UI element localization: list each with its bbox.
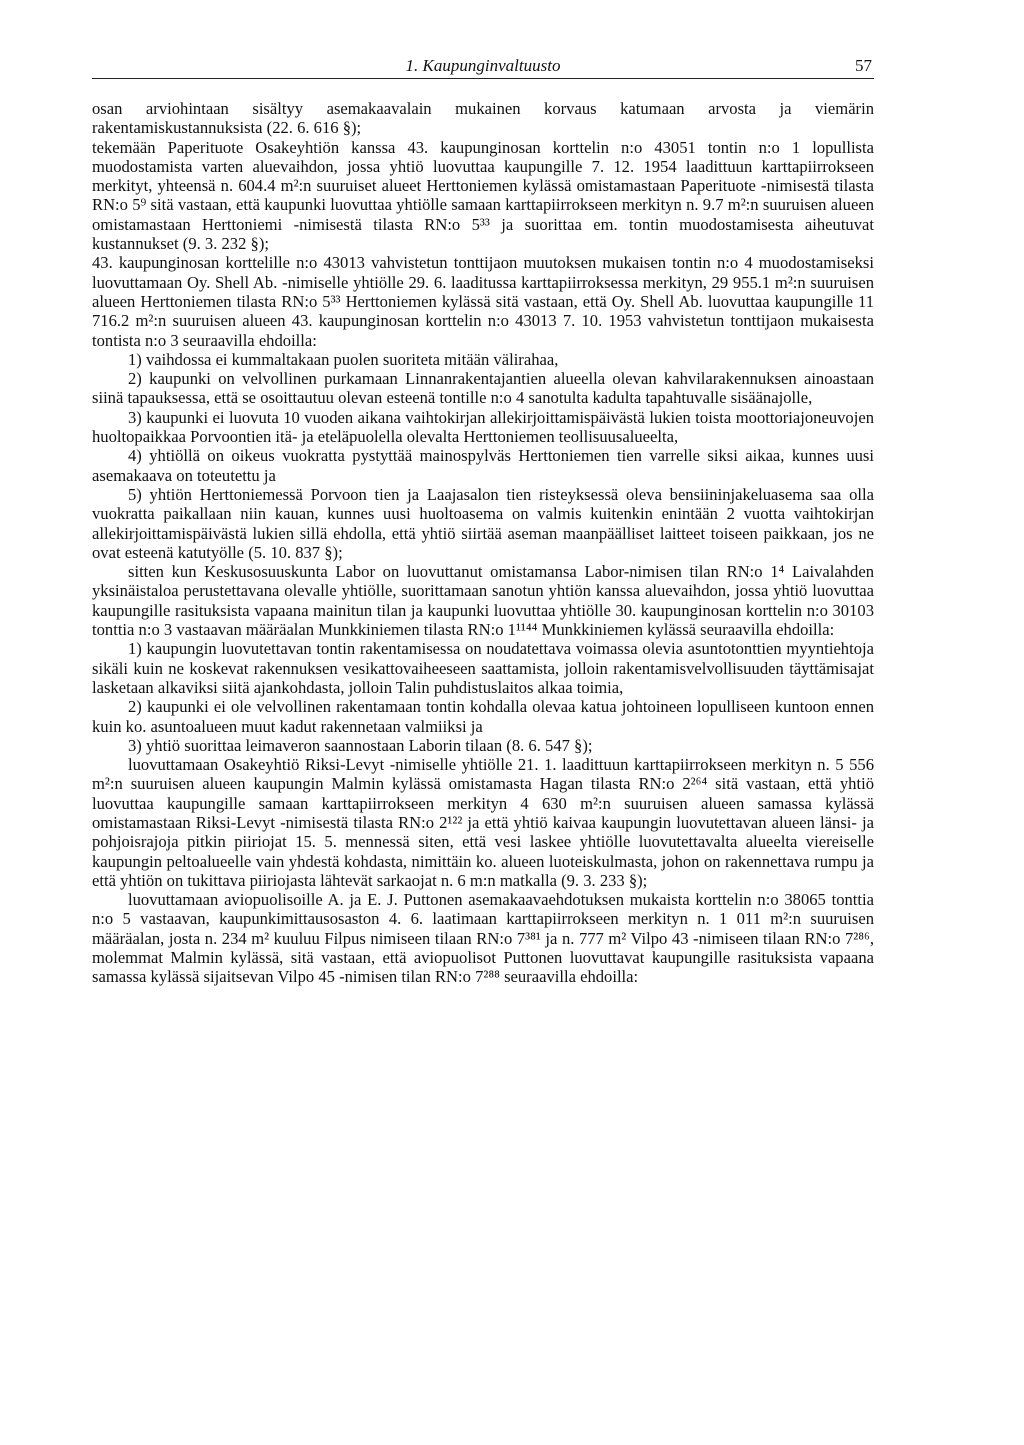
document-page bbox=[92, 52, 874, 987]
paragraph: 2) kaupunki on velvollinen purkamaan Linnanrakentajantien alueella olevan kahvilarakennuksen ainoastaan siinä tapauksessa, että se osoittautuu olevan esteenä tontille n:o 4 sanotulta kadulta tapahtuvalle sisäänajolle, bbox=[92, 369, 874, 408]
page-header bbox=[92, 52, 874, 79]
paragraph: 5) yhtiön Herttoniemessä Porvoon tien ja Laajasalon tien risteyksessä oleva bensiininjakeluasema saa olla vuokratta paikallaan niin kauan, kunnes uusi huoltoasema on valmis kuitenkin enintään 2 vuotta vaihtokirjan allekirjoittamispäivästä lukien sillä ehdolla, että yhtiö siirtää aseman maanpäälliset laitteet toiseen paikkaan, jos ne ovat esteenä katutyölle (5. 10. 837 §); bbox=[92, 484, 874, 562]
paragraph: 3) kaupunki ei luovuta 10 vuoden aikana vaihtokirjan allekirjoittamispäivästä lukien toista moottoriajoneuvojen huoltopaikkaa Porvoontien itä- ja eteläpuolella olevalta Herttoniemen teollisuusalueelta, bbox=[92, 407, 874, 447]
paragraph: luovuttamaan Osakeyhtiö Riksi-Levyt -nimiselle yhtiölle 21. 1. laadittuun karttapiirrokseen merkityn n. 5 556 m²:n suuruisen alueen kaupungin Malmin kylässä omistamasta Hagan tilasta RN:o 2²⁶⁴ sitä vastaan, että yhtiö luovuttaa kaupungille samaan karttapiirrokseen merkityn 4 630 m²:n suuruisen alueen samassa kylässä omistamastaan Riksi-Levyt -nimisestä tilasta RN:o 2¹²² ja että yhtiö kaivaa kaupungin luovutettavan alueen länsi- ja pohjoisrajoja pitkin piiriojat 15. 5. mennessä siten, että vesi laskee yhtiölle luovutettavalta alueelta viereiselle kaupungin peltoalueelle vain yhdestä kohdasta, nimittäin ko. alueen luoteiskulmasta, johon on rakennettava rumpu ja että yhtiön on tukittava piiriojasta lähtevät sarkaojat n. 6 m:n matkalla (9. 3. 233 §); bbox=[92, 755, 874, 890]
paragraph: tekemään Paperituote Osakeyhtiön kanssa 43. kaupunginosan korttelin n:o 43051 tontin n:o 1 lopullista muodostamista varten aluevaihdon, jossa yhtiö luovuttaa kaupungille 7. 12. 1954 laadittuun karttapiirrokseen merkityt, yhteensä n. 604.4 m²:n suuruiset alueet Herttoniemen kylässä omistamastaan Paperituote -nimisestä tilasta RN:o 5⁹ sitä vastaan, että kaupunki luovuttaa yhtiölle samaan karttapiirrokseen merkityn n. 9.7 m²:n suuruisen alueen omistamastaan Herttoniemi -nimisestä tilasta RN:o 5³³ ja suorittaa em. tontin muodostamisesta aiheutuvat kustannukset (9. 3. 232 §); bbox=[92, 137, 874, 254]
paragraph: osan arviohintaan sisältyy asemakaavalain mukainen korvaus katumaan arvosta ja viemärin rakentamiskustannuksista (22. 6. 616 §); bbox=[92, 99, 874, 138]
running-title: 1. Kaupunginvaltuusto bbox=[405, 56, 561, 75]
paragraph: 2) kaupunki ei ole velvollinen rakentamaan tontin kohdalla olevaa katua johtoineen lopulliseen kuntoon ennen kuin ko. asuntoalueen muut kadut rakennetaan valmiiksi ja bbox=[92, 697, 874, 736]
paragraph: 4) yhtiöllä on oikeus vuokratta pystyttää mainospylväs Herttoniemen tien varrelle siksi aikaa, kunnes uusi asemakaava on toteutettu ja bbox=[92, 446, 874, 485]
paragraph: 1) vaihdossa ei kummaltakaan puolen suoriteta mitään välirahaa, bbox=[128, 349, 559, 369]
document-body bbox=[92, 99, 874, 987]
page-number: 57 bbox=[855, 56, 872, 75]
paragraph: 3) yhtiö suorittaa leimaveron saannostaan Laborin tilaan (8. 6. 547 §); bbox=[128, 735, 593, 755]
paragraph: 43. kaupunginosan korttelille n:o 43013 vahvistetun tonttijaon muutoksen mukaisen tontin n:o 4 muodostamiseksi luovuttamaan Oy. Shell Ab. -nimiselle yhtiölle 29. 6. laaditussa karttapiirroksessa merkityn, 29 955.1 m²:n suuruisen alueen Herttoniemen tilasta RN:o 5³³ Herttoniemen kylässä sitä vastaan, että Oy. Shell Ab. luovuttaa kaupungille 11 716.2 m²:n suuruisen alueen 43. kaupunginosan korttelin n:o 43013 7. 10. 1953 vahvistetun tonttijaon mukaisesta tontista n:o 3 seuraavilla ehdoilla: bbox=[92, 253, 874, 350]
paragraph: 1) kaupungin luovutettavan tontin rakentamisessa on noudatettava voimassa olevia asuntotonttien myyntiehtoja sikäli kuin ne koskevat rakennuksen vesikattovaiheeseen saattamista, jolloin rakentamisvelvollisuuden täyttämisajat lasketaan alkaviksi siitä ajankohdasta, jolloin Talin puhdistuslaitos alkaa toimia, bbox=[92, 639, 874, 697]
paragraph: luovuttamaan aviopuolisoille A. ja E. J. Puttonen asemakaavaehdotuksen mukaista korttelin n:o 38065 tonttia n:o 5 vastaavan, kaupunkimittausosaston 4. 6. laatimaan karttapiirrokseen merkityn n. 1 011 m²:n suuruisen määräalan, josta n. 234 m² kuuluu Filpus nimiseen tilaan RN:o 7³⁸¹ ja n. 777 m² Vilpo 43 -nimiseen tilaan RN:o 7²⁸⁶, molemmat Malmin kylässä, sitä vastaan, että aviopuolisot Puttonen luovuttavat kaupungille rasituksista vapaana samassa kylässä sijaitsevan Vilpo 45 -nimisen tilan RN:o 7²⁸⁸ seuraavilla ehdoilla: bbox=[92, 890, 874, 987]
paragraph: sitten kun Keskusosuuskunta Labor on luovuttanut omistamansa Labor-nimisen tilan RN:o 1⁴ Laivalahden yksinäistaloa perustettavana olevalle yhtiölle, suorittamaan sanotun yhtiön kanssa aluevaihdon, jossa yhtiö luovuttaa kaupungille rasituksista vapaana mainitun tilan ja kaupunki luovuttaa yhtiölle 30. kaupunginosan korttelin n:o 30103 tonttia n:o 3 vastaavan määräalan Munkkiniemen tilasta RN:o 1¹¹⁴⁴ Munkkiniemen kylässä seuraavilla ehdoilla: bbox=[92, 562, 874, 640]
